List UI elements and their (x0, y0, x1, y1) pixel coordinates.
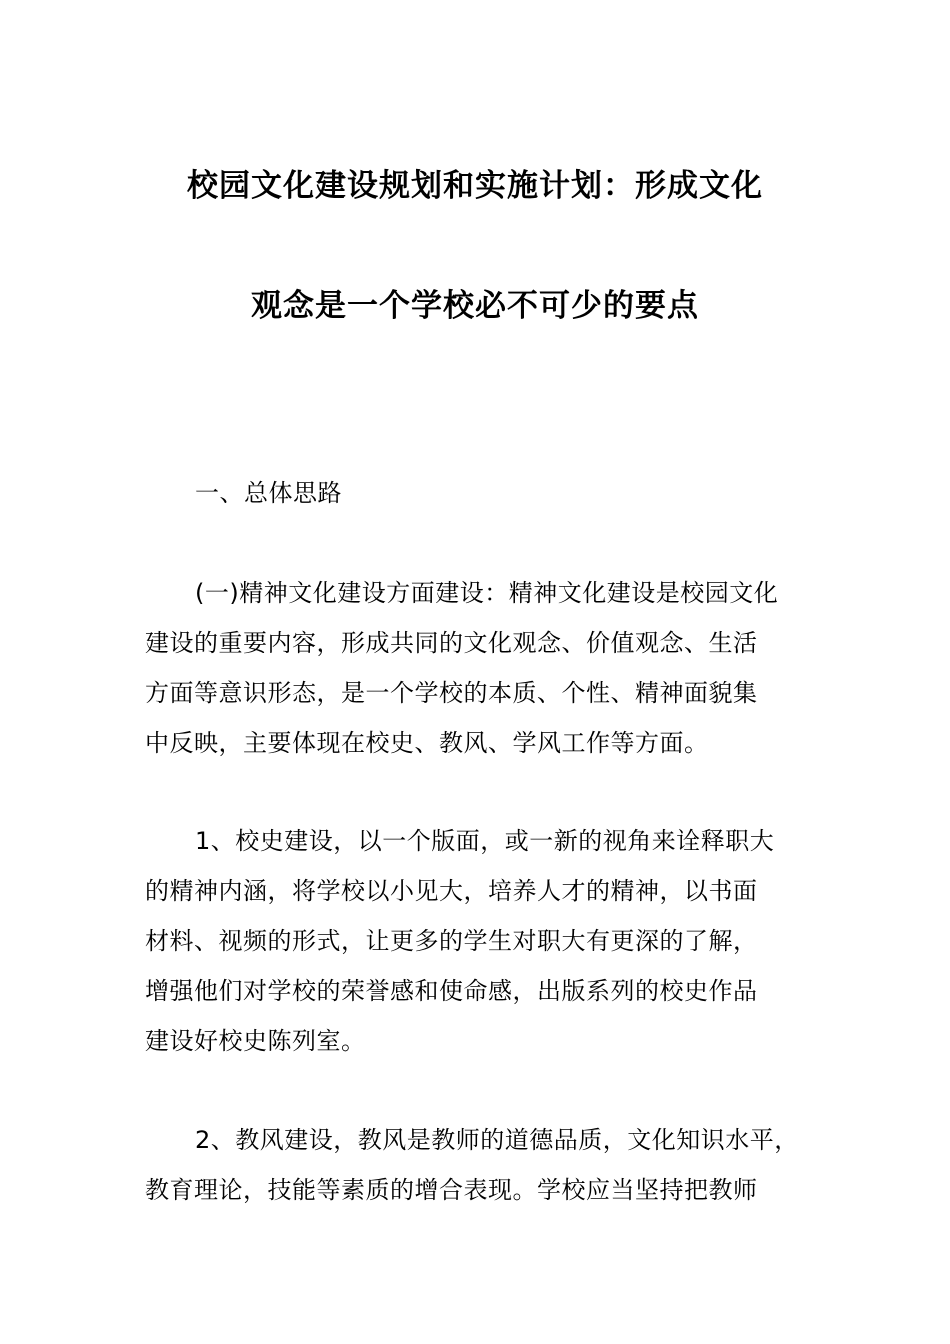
paragraph-line: 1、校史建设，以一个版面，或一新的视角来诠释职大 (195, 827, 775, 855)
paragraph-line: 增强他们对学校的荣誉感和使命感，出版系列的校史作品 (145, 977, 758, 1005)
paragraph-line: 方面等意识形态，是一个学校的本质、个性、精神面貌集 (145, 679, 758, 707)
document-title-line-1: 校园文化建设规划和实施计划：形成文化 (187, 168, 763, 204)
paragraph-line: 教育理论，技能等素质的增合表现。学校应当坚持把教师 (145, 1176, 758, 1204)
paragraph-line: 的精神内涵，将学校以小见大，培养人才的精神，以书面 (145, 877, 758, 905)
paragraph-line: 建设好校史陈列室。 (145, 1027, 366, 1055)
paragraph-line: (一)精神文化建设方面建设：精神文化建设是校园文化 (195, 579, 779, 607)
document-title-line-2: 观念是一个学校必不可少的要点 (251, 288, 699, 324)
section-heading: 一、总体思路 (195, 479, 342, 507)
paragraph-line: 2、教风建设，教风是教师的道德品质，文化知识水平， (195, 1126, 799, 1154)
paragraph-line: 建设的重要内容，形成共同的文化观念、价值观念、生活 (145, 629, 758, 657)
paragraph-line: 中反映，主要体现在校史、教风、学风工作等方面。 (145, 729, 709, 757)
paragraph-line: 材料、视频的形式，让更多的学生对职大有更深的了解， (145, 927, 758, 955)
